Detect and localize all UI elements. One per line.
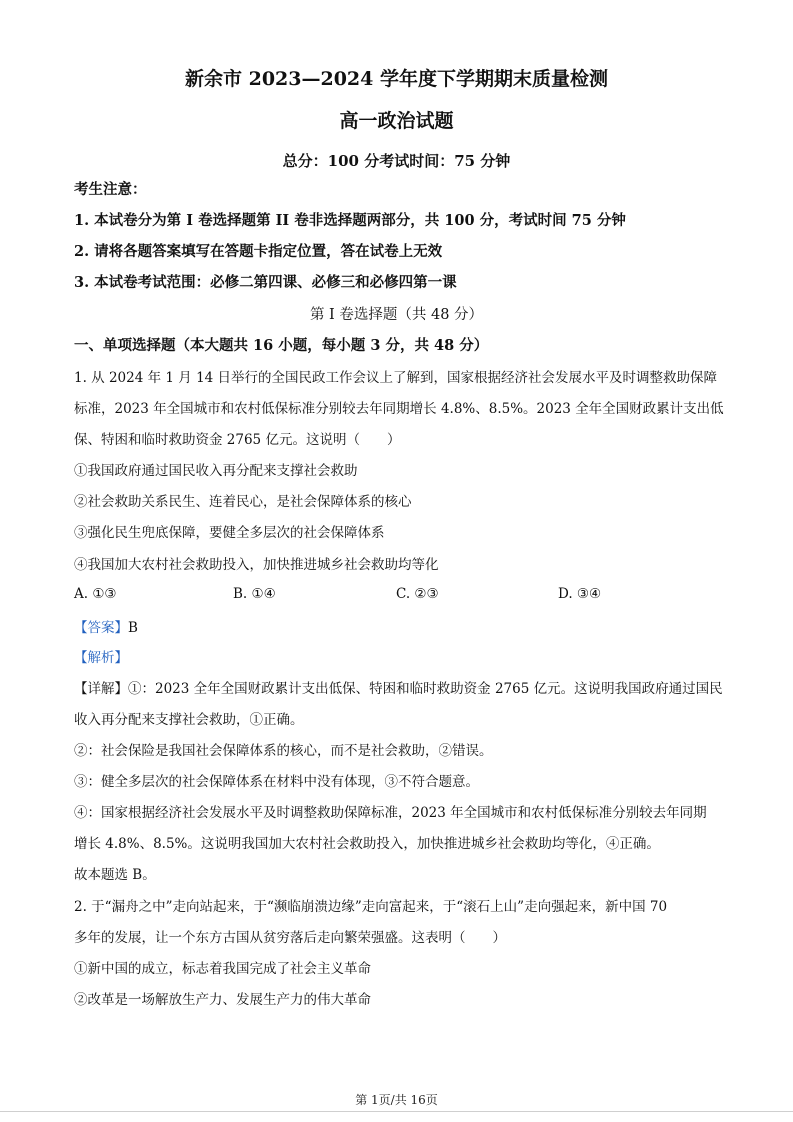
note-item: 3. 本试卷考试范围：必修二第四课、必修三和必修四第一课	[74, 274, 457, 291]
q1-statement: ①我国政府通过国民收入再分配来支撑社会救助	[74, 463, 358, 479]
analysis-label: 【解析】	[74, 650, 128, 666]
q1-option-d: D. ③④	[558, 586, 602, 602]
q1-detail-line: ②：社会保险是我国社会保障体系的核心，而不是社会救助，②错误。	[74, 743, 493, 759]
note-item: 1. 本试卷分为第 I 卷选择题第 II 卷非选择题两部分，共 100 分，考试时间 75 分钟	[74, 212, 626, 229]
q1-stem-line: 1. 从 2024 年 1 月 14 日举行的全国民政工作会议上了解到，国家根据经济社会发展水平及时调整救助保障	[74, 370, 718, 386]
answer-value: B	[128, 620, 138, 636]
q1-stem-line: 保、特困和临时救助资金 2765 亿元。这说明（ ）	[74, 432, 401, 448]
q1-option-c: C. ②③	[396, 586, 439, 602]
q2-stem-line: 多年的发展，让一个东方古国从贫穷落后走向繁荣强盛。这表明（ ）	[74, 930, 506, 946]
q1-detail-line: ③：健全多层次的社会保障体系在材料中没有体现，③不符合题意。	[74, 774, 479, 790]
q1-statement: ④我国加大农村社会救助投入，加快推进城乡社会救助均等化	[74, 557, 439, 573]
footer-divider	[0, 1111, 793, 1112]
q1-answer	[74, 618, 724, 638]
volume-title: 第 I 卷选择题（共 48 分）	[309, 307, 484, 323]
q1-detail-line: 故本题选 B。	[74, 867, 156, 883]
notes-heading: 考生注意：	[74, 181, 147, 198]
q1-option-a: A. ①③	[74, 586, 117, 602]
q1-stem-line: 标准，2023 年全国城市和农村低保标准分别较去年同期增长 4.8%、8.5%。2023 全年全国财政累计支出低	[74, 401, 724, 417]
q1-detail-line: ④：国家根据经济社会发展水平及时调整救助保障标准，2023 年全国城市和农村低保标准分别较去年同期	[74, 805, 707, 821]
q1-option-b: B. ①④	[233, 586, 276, 602]
exam-subtitle: 高一政治试题	[339, 110, 454, 132]
q2-statement: ①新中国的成立，标志着我国完成了社会主义革命	[74, 961, 371, 977]
q1-detail-line: 【详解】①：2023 全年全国财政累计支出低保、特困和临时救助资金 2765 亿元。这说明我国政府通过国民	[74, 681, 723, 697]
q2-stem-line: 2. 于“漏舟之中”走向站起来，于“濒临崩溃边缘”走向富起来，于“滚石上山”走向强起来，新中国 70	[74, 899, 668, 915]
page-number: 第 1页/共 16页	[355, 1093, 438, 1107]
q1-statement: ③强化民生兜底保障，要健全多层次的社会保障体系	[74, 525, 385, 541]
q1-detail-line: 增长 4.8%、8.5%。这说明我国加大农村社会救助投入，加快推进城乡社会救助均等化，④正确。	[74, 836, 660, 852]
exam-title: 新余市 2023—2024 学年度下学期期末质量检测	[185, 68, 608, 90]
q1-statement: ②社会救助关系民生、连着民心，是社会保障体系的核心	[74, 494, 412, 510]
q2-statement: ②改革是一场解放生产力、发展生产力的伟大革命	[74, 992, 371, 1008]
part-title: 一、单项选择题（本大题共 16 小题，每小题 3 分，共 48 分）	[74, 337, 489, 354]
answer-label: 【答案】	[74, 620, 128, 636]
q1-detail-line: 收入再分配来支撑社会救助，①正确。	[74, 712, 304, 728]
score-time-info: 总分：100 分考试时间：75 分钟	[282, 152, 511, 170]
note-item: 2. 请将各题答案填写在答题卡指定位置，答在试卷上无效	[74, 243, 443, 260]
